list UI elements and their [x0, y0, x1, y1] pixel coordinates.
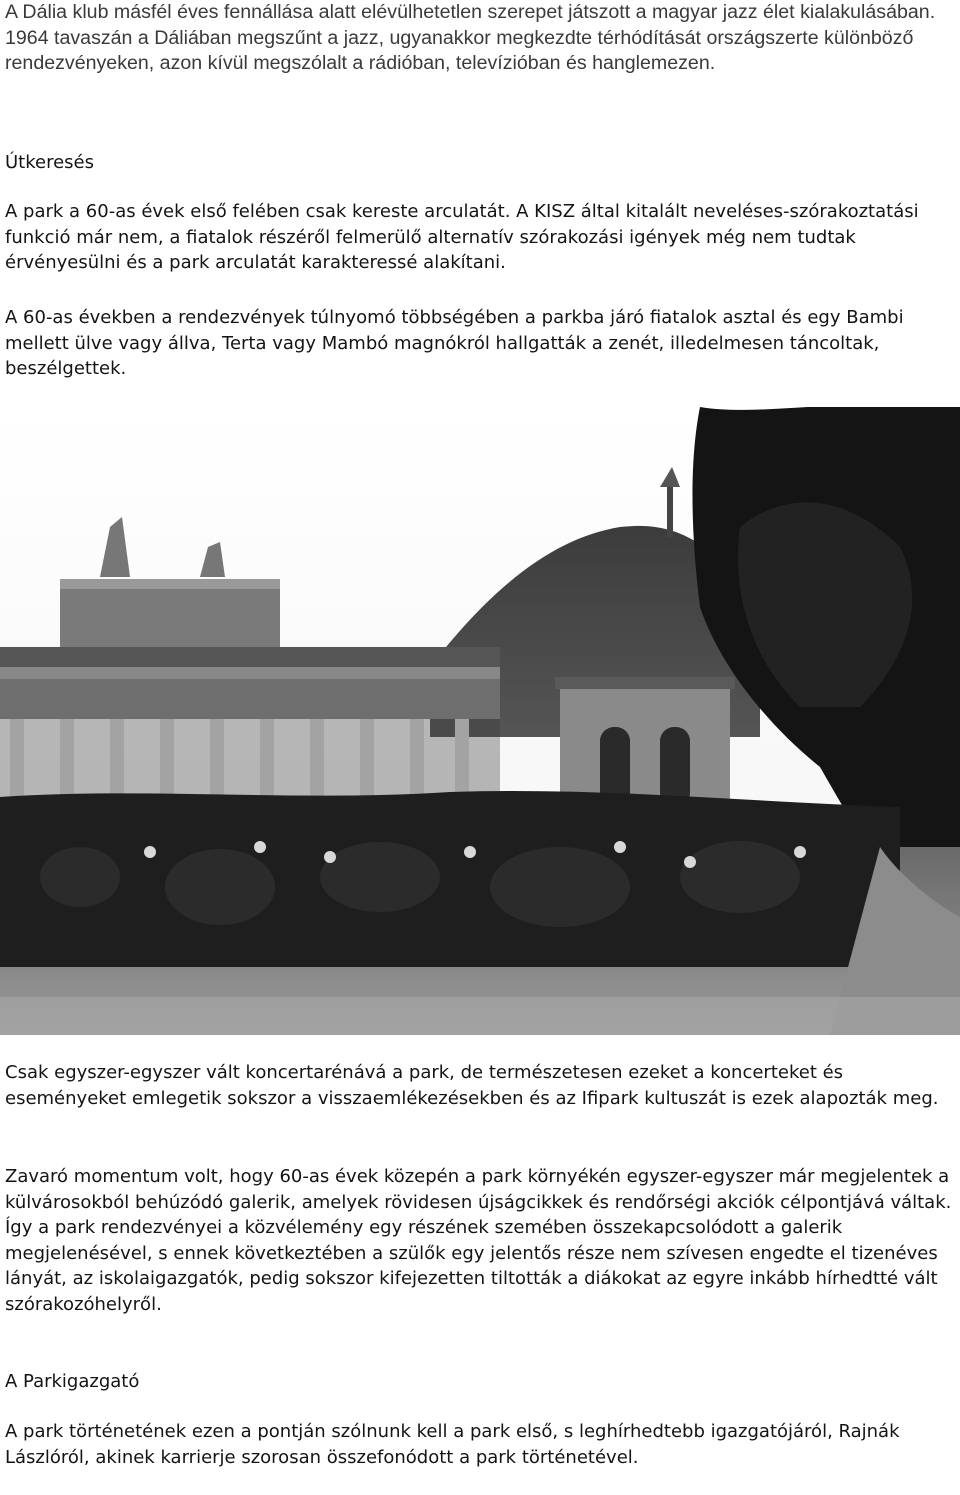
paragraph-park-arculat: A park a 60-as évek első felében csak kereste arculatát. A KISZ által kitalált neveléses-szórakoztatási funkció már nem, a fiatalok részéről felmerülő alternatív szórakozási igények még nem tudtak érvényesülni és a park arculatát karakteressé alakítani. — [5, 201, 919, 273]
park-crowd-photo — [0, 407, 960, 1035]
paragraph-rendezvenyek: A 60-as években a rendezvények túlnyomó többségében a parkba járó fiatalok asztal és egy Bambi mellett ülve vagy állva, Terta vagy Mambó magnókról hallgatták a zenét, illedelmesen táncoltak, beszélgettek. — [5, 307, 904, 379]
paragraph-rajnak-laszlo: A park történetének ezen a pontján szólnunk kell a park első, s leghírhedtebb igazgatójáról, Rajnák Lászlóról, akinek karrierje szorosan összefonódott a park történetével. — [5, 1421, 900, 1468]
section-heading-parkigazgato: A Parkigazgató — [5, 1371, 140, 1392]
paragraph-koncertarena: Csak egyszer-egyszer vált koncertarénává a park, de természetesen ezeket a koncerteket és eseményeket emlegetik sokszor a visszaemlékezésekben és az Ifipark kultuszát is ezek alapozták meg. — [5, 1062, 939, 1109]
paragraph-galerik: Zavaró momentum volt, hogy 60-as évek közepén a park környékén egyszer-egyszer már megjelentek a külvárosokból behúzódó galerik, amelyek rövidesen újságcikkek és rendőrségi akciók célpontjává váltak. Így a park rendezvényei a közvélemény egy részének szemében összekapcsolódott a galerik megjelenésével, s ennek következtében a szülők egy jelentős része nem szívesen engedte el tizenéves lányát, az iskolaigazgatók, pedig sokszor kifejezetten tiltották a diákokat az egyre inkább hírhedtté vált szórakozóhelyről. — [5, 1166, 952, 1315]
intro-paragraph: A Dália klub másfél éves fennállása alatt elévülhetetlen szerepet játszott a magyar jazz élet kialakulásában. 1964 tavaszán a Dáliában megszűnt a jazz, ugyanakkor megkezdte térhódítását országszerte különböző rendezvényeken, azon kívül megszólalt a rádióban, televízióban és hanglemezen. — [5, 1, 936, 74]
section-heading-utkereses: Útkeresés — [5, 152, 94, 173]
